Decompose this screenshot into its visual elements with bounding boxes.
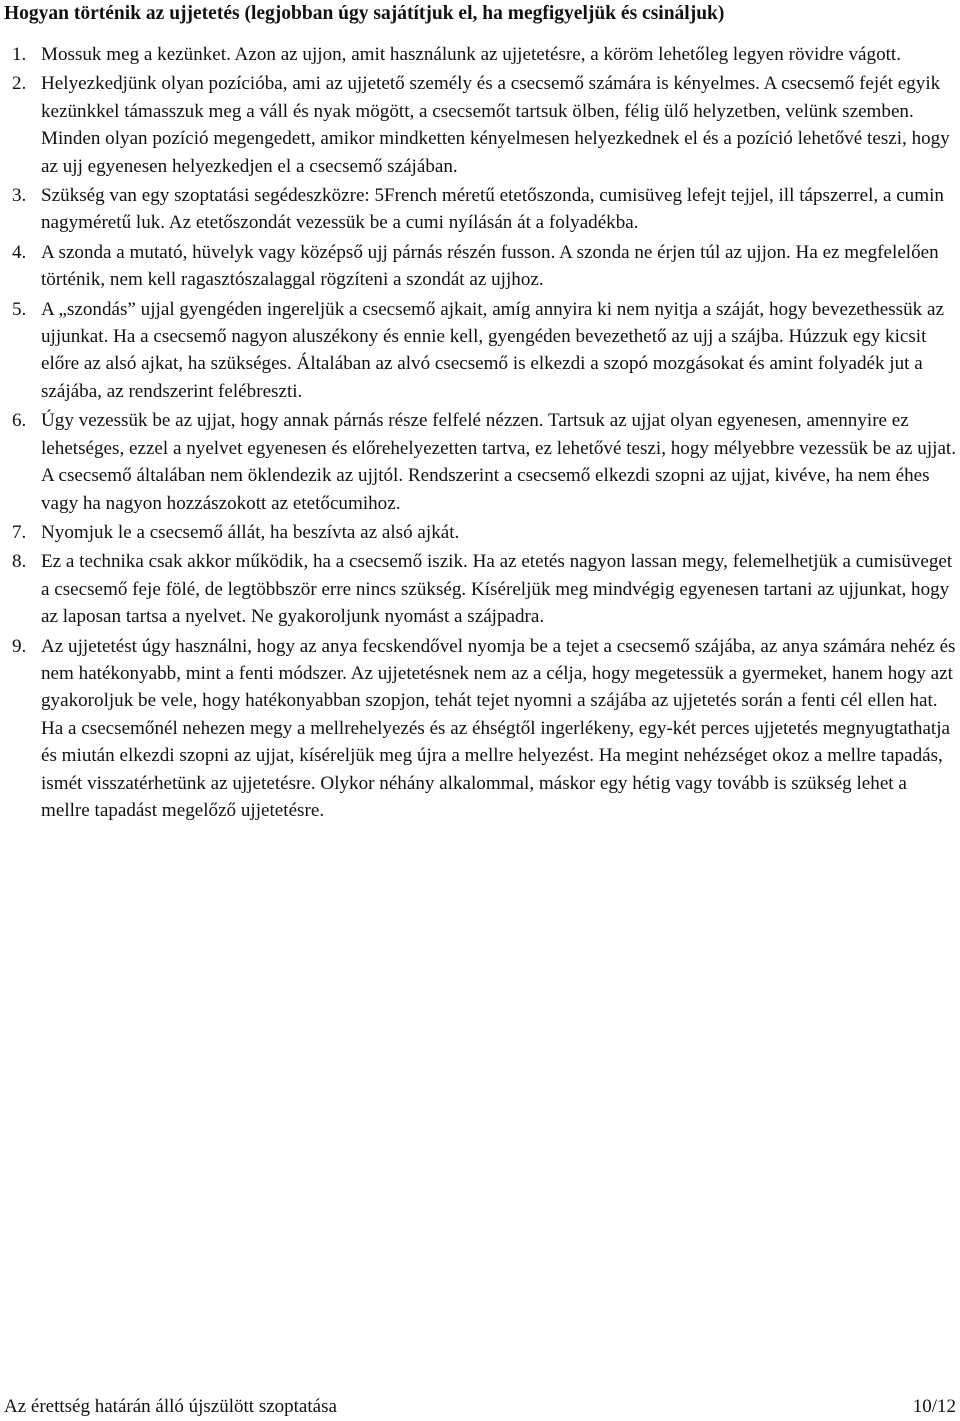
footer-page-number: 10/12 <box>912 1396 956 1417</box>
instruction-list <box>12 41 957 824</box>
list-item-6 <box>12 407 957 517</box>
list-item-number: 8. <box>12 551 27 573</box>
list-item-4 <box>12 239 957 294</box>
list-item-7 <box>12 519 957 546</box>
list-item-number: 4. <box>12 241 27 263</box>
page-footer <box>4 1395 956 1419</box>
list-item-1 <box>12 41 957 68</box>
list-item-text: Szükség van egy szoptatási segédeszközre: 5French méretű etetőszonda, cumisüveg lefejt tejjel, ill tápszerrel, a cumin nagyméretű luk. Az etetőszondát vezessük be a cumi nyílásán át a folyadékba. <box>41 185 944 234</box>
list-item-9 <box>12 633 957 825</box>
list-item-5 <box>12 296 957 406</box>
list-item-8 <box>12 548 957 630</box>
list-item-text: Mossuk meg a kezünket. Azon az ujjon, amit használunk az ujjetetésre, a köröm lehetőleg legyen rövidre vágott. <box>41 44 902 65</box>
list-item-text: Ez a technika csak akkor működik, ha a csecsemő iszik. Ha az etetés nagyon lassan megy, felemelhetjük a cumisüveget a csecsemő feje fölé, de legtöbbször erre nincs szükség. Kíséreljük meg mindvégig egyenesen tartani az ujjunkat, hogy az laposan tartsa a nyelvet. Ne gyakoroljunk nyomást a szájpadra. <box>41 551 953 628</box>
list-item-number: 5. <box>12 298 27 320</box>
list-item-number: 6. <box>12 410 27 432</box>
list-item-3 <box>12 182 957 237</box>
list-item-number: 9. <box>12 635 27 657</box>
list-item-number: 7. <box>12 521 27 543</box>
list-item-number: 1. <box>12 44 27 65</box>
page-title: Hogyan történik az ujjetetés (legjobban úgy sajátítjuk el, ha megfigyeljük és csináljuk) <box>4 3 725 24</box>
list-item-number: 3. <box>12 185 27 207</box>
footer-document-title: Az érettség határán álló újszülött szoptatása <box>4 1396 337 1417</box>
list-item-text: Nyomjuk le a csecsemő állát, ha beszívta az alsó ajkát. <box>41 521 460 543</box>
list-item-text: A „szondás” ujjal gyengéden ingereljük a csecsemő ajkait, amíg annyira ki nem nyitja a száját, hogy bevezethessük az ujjunkat. Ha a csecsemő nagyon aluszékony és ennie kell, gyengéden bevezethető az ujj a szájba. Húzzuk egy kicsit előre az alsó ajkat, ha szükséges. Általában az alvó csecsemő is elkezdi a szopó mozgásokat és amint folyadék jut a szájába, az rendszerint felébreszti. <box>41 298 944 402</box>
list-item-text: Az ujjetetést úgy használni, hogy az anya fecskendővel nyomja be a tejet a csecsemő szájába, az anya számára nehéz és nem hatékonyabb, mint a fenti módszer. Az ujjetetésnek nem az a célja, hogy megetessük a gyermeket, hanem hogy azt gyakoroljuk be vele, hogy hatékonyabban szopjon, tehát tejet nyomni a szájába az ujjetetés során a fenti cél ellen hat. Ha a csecsemőnél nehezen megy a mellrehelyezés és az éhségtől ingerlékeny, egy-két perces ujjetetés megnyugtathatja és miután elkezdi szopni az ujjat, kíséreljük meg újra a mellre helyezést. Ha megint nehézséget okoz a mellre tapadás, ismét visszatérhetünk az ujjetetésre. Olykor néhány alkalommal, máskor egy hétig vagy tovább is szükség lehet a mellre tapadást megelőző ujjetetésre. <box>41 635 956 821</box>
list-item-text: Helyezkedjünk olyan pozícióba, ami az ujjetető személy és a csecsemő számára is kényelmes. A csecsemő fejét egyik kezünkkel támasszuk meg a váll és nyak mögött, a csecsemőt tartsuk ölben, félig ülő helyzetben, velünk szemben. Minden olyan pozíció megengedett, amikor mindketten kényelmesen helyezkednek el és a pozíció lehetővé teszi, hogy az ujj egyenesen helyezkedjen el a csecsemő szájában. <box>41 73 950 177</box>
list-item-text: A szonda a mutató, hüvelyk vagy középső ujj párnás részén fusson. A szonda ne érjen túl az ujjon. Ha ez megfelelően történik, nem kell ragasztószalaggal rögzíteni a szondát az ujjhoz. <box>41 241 939 291</box>
list-item-2 <box>12 70 957 180</box>
list-item-text: Úgy vezessük be az ujjat, hogy annak párnás része felfelé nézzen. Tartsuk az ujjat olyan egyenesen, amennyire ez lehetséges, ezzel a nyelvet egyenesen és előrehelyezetten tartva, ez lehetővé teszi, hogy mélyebbre vezessük be az ujjat. A csecsemő általában nem öklendezik az ujjtól. Rendszerint a csecsemő elkezdi szopni az ujjat, kivéve, ha nem éhes vagy ha nagyon hozzászokott az etetőcumihoz. <box>41 410 956 514</box>
list-item-number: 2. <box>12 73 27 95</box>
